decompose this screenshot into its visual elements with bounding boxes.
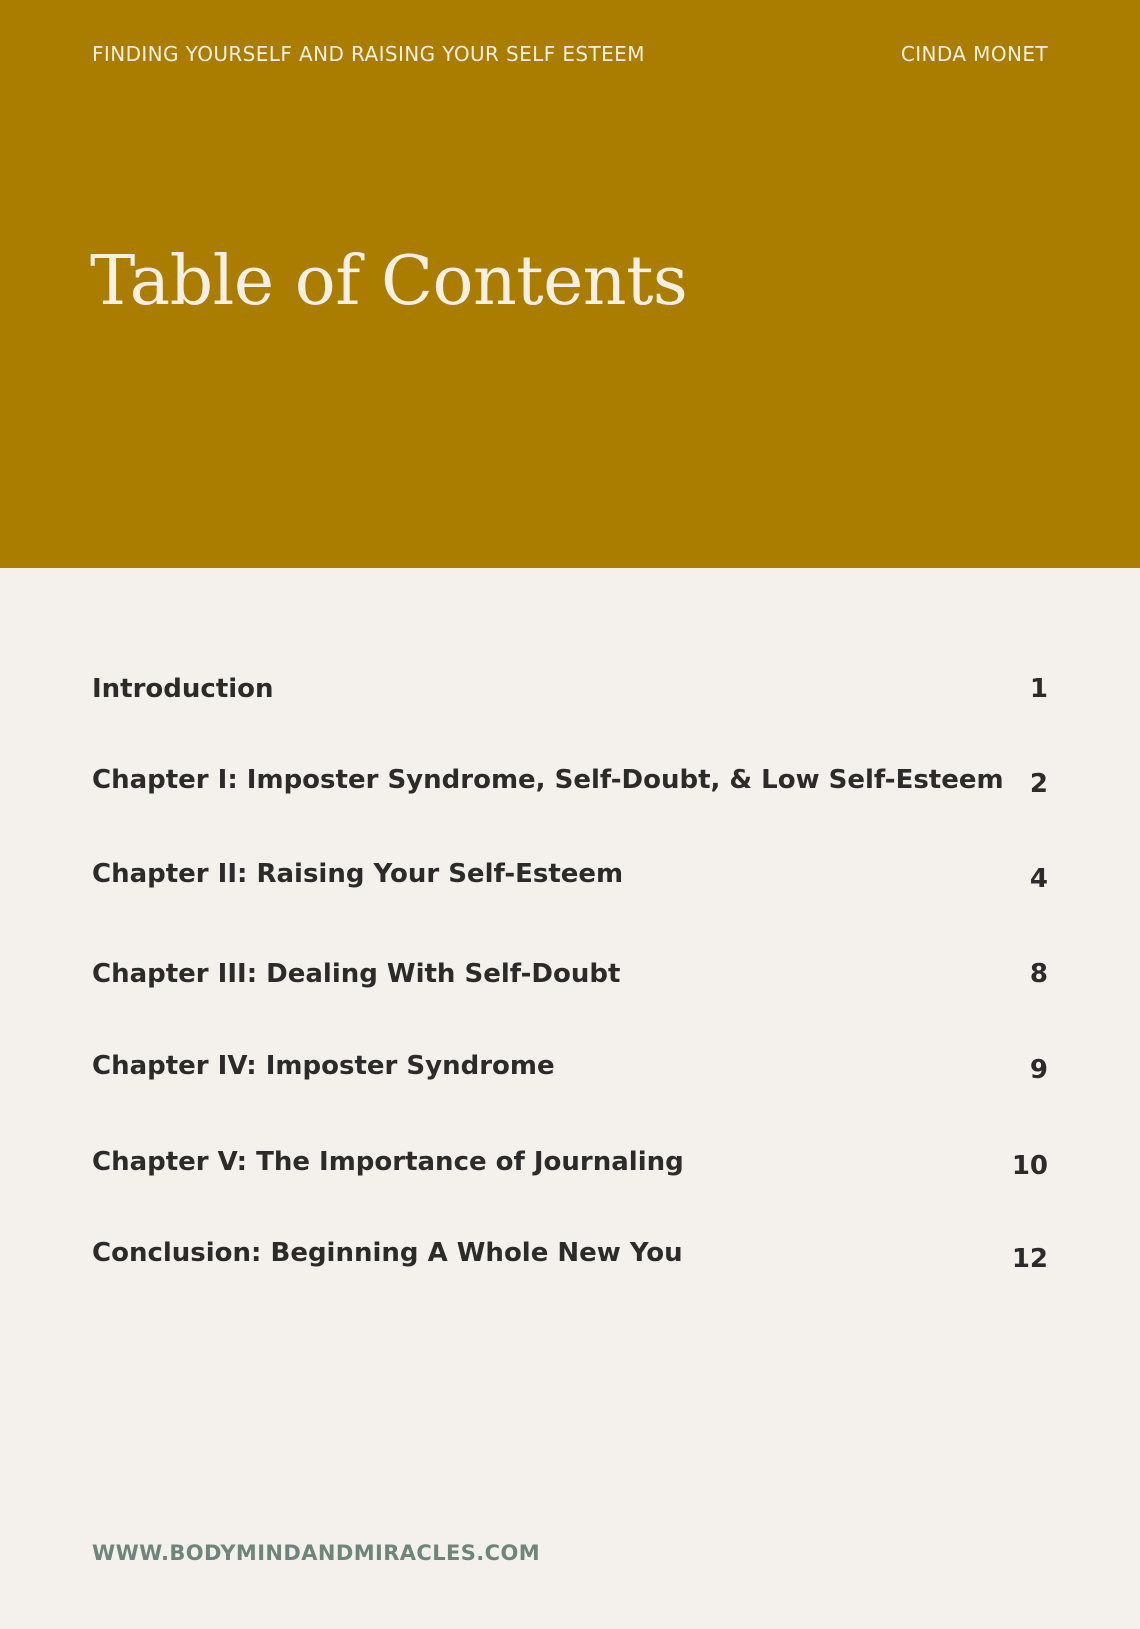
toc-entry-label: Chapter III: Dealing With Self-Doubt — [92, 959, 621, 989]
toc-entry-chapter-2[interactable] — [92, 856, 1048, 896]
toc-entry-page: 8 — [1029, 959, 1048, 989]
toc-entry-page: 1 — [1029, 674, 1048, 704]
toc-entry-chapter-5[interactable] — [92, 1144, 1048, 1184]
toc-entry-label: Introduction — [92, 674, 274, 704]
toc-entry-label: Chapter II: Raising Your Self-Esteem — [92, 859, 624, 889]
toc-entry-label: Chapter V: The Importance of Journaling — [92, 1147, 684, 1177]
book-title: FINDING YOURSELF AND RAISING YOUR SELF ESTEEM — [92, 42, 645, 66]
website-link[interactable]: WWW.BODYMINDANDMIRACLES.COM — [92, 1541, 541, 1565]
toc-entry-conclusion[interactable] — [92, 1235, 1048, 1275]
toc-entry-page: 4 — [1029, 864, 1048, 894]
toc-entry-page: 10 — [1011, 1151, 1048, 1181]
toc-entry-page: 12 — [1011, 1244, 1048, 1274]
toc-entry-chapter-1[interactable] — [92, 762, 1048, 802]
toc-entry-label: Chapter I: Imposter Syndrome, Self-Doubt, & Low Self-Esteem — [92, 765, 1004, 795]
toc-entry-label: Chapter IV: Imposter Syndrome — [92, 1051, 555, 1081]
toc-entry-chapter-4[interactable] — [92, 1048, 1048, 1088]
page-title: Table of Contents — [90, 242, 688, 321]
header-banner — [0, 0, 1140, 568]
toc-entry-introduction[interactable] — [92, 671, 1048, 711]
toc-entry-label: Conclusion: Beginning A Whole New You — [92, 1238, 683, 1268]
toc-entry-page: 2 — [1029, 769, 1048, 799]
toc-entry-chapter-3[interactable] — [92, 956, 1048, 996]
toc-entry-page: 9 — [1029, 1055, 1048, 1085]
author-name: CINDA MONET — [900, 42, 1048, 66]
